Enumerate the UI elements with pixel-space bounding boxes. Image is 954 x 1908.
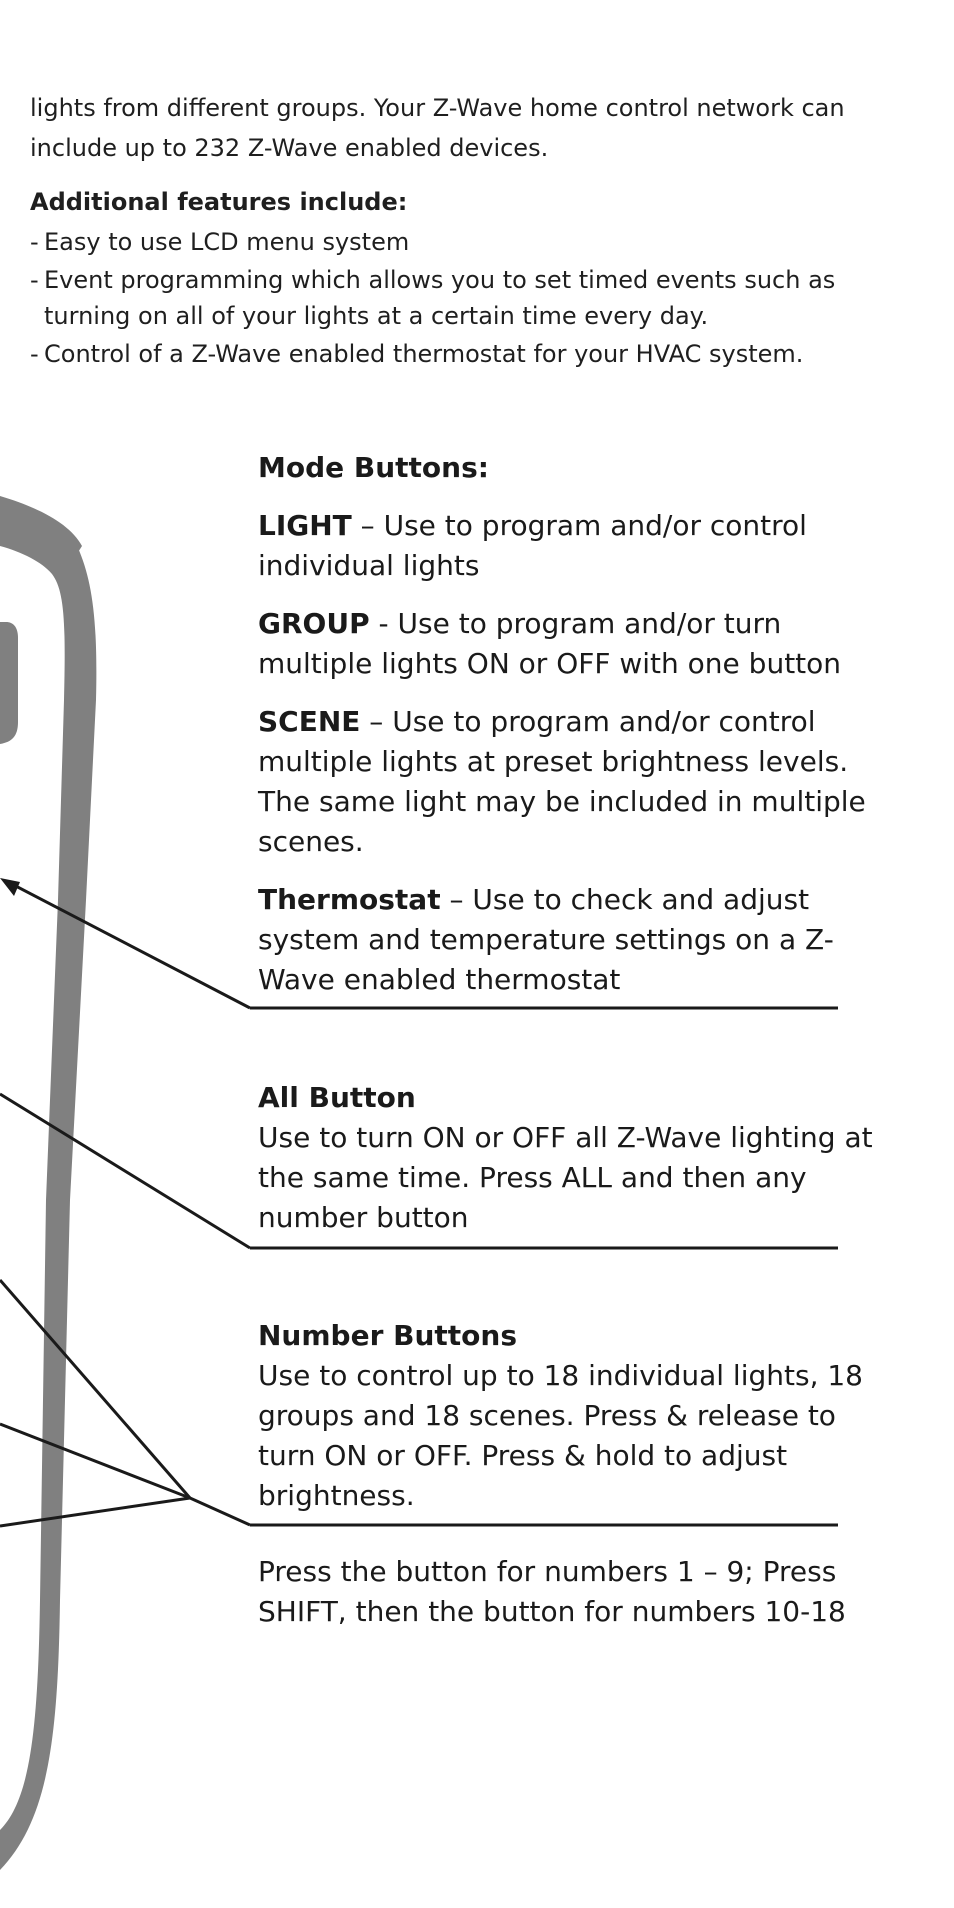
mode-light-entry (258, 506, 878, 586)
mode-leader-line (8, 882, 250, 1008)
remote-screen-fragment (0, 622, 18, 744)
features-list (30, 224, 910, 372)
mode-buttons-block (258, 448, 878, 1000)
mode-thermostat-name: Thermostat (258, 883, 441, 916)
number-buttons-heading (258, 1316, 878, 1356)
number-leader-1 (0, 1280, 190, 1498)
mode-buttons-heading: Mode Buttons: (258, 451, 489, 484)
number-buttons-desc: Use to control up to 18 individual lights, 18 groups and 18 scenes. Press & release to turn ON or OFF. Press & hold to adjust brightness. (258, 1359, 863, 1512)
mode-scene-desc: – Use to program and/or control multiple lights at preset brightness levels. The same light may be included in multiple scenes. (258, 705, 866, 858)
mode-thermostat-entry (258, 880, 878, 1000)
feature-item: - Event programming which allows you to set timed events such as turning on all of your lights at a certain time every day. (30, 262, 910, 334)
mode-scene-name: SCENE (258, 705, 361, 738)
intro-section (30, 88, 910, 372)
number-buttons-heading-text: Number Buttons (258, 1319, 518, 1352)
number-leader-main (190, 1498, 250, 1525)
all-leader-line (0, 1094, 250, 1248)
all-button-heading (258, 1078, 878, 1118)
mode-light-desc: – Use to program and/or control individual lights (258, 509, 807, 582)
number-leader-3 (0, 1498, 190, 1526)
mode-leader-arrowhead (0, 878, 20, 896)
feature-item: - Easy to use LCD menu system (30, 224, 910, 260)
number-buttons-note: Press the button for numbers 1 – 9; Press SHIFT, then the button for numbers 10-18 (258, 1555, 846, 1628)
all-button-heading-text: All Button (258, 1081, 416, 1114)
all-button-block (258, 1078, 878, 1238)
feature-item: - Control of a Z-Wave enabled thermostat for your HVAC system. (30, 336, 910, 372)
mode-light-name: LIGHT (258, 509, 352, 542)
number-note-block (258, 1552, 878, 1632)
number-buttons-block (258, 1316, 878, 1516)
all-button-desc: Use to turn ON or OFF all Z-Wave lighting at the same time. Press ALL and then any number button (258, 1121, 873, 1234)
mode-scene-entry (258, 702, 878, 862)
intro-paragraph: lights from different groups. Your Z-Wave home control network can include up to 232 Z-Wave enabled devices. (30, 94, 845, 162)
mode-group-desc: - Use to program and/or turn multiple lights ON or OFF with one button (258, 607, 842, 680)
features-heading: Additional features include: (30, 188, 408, 216)
mode-group-name: GROUP (258, 607, 370, 640)
number-leader-2 (0, 1424, 190, 1498)
mode-thermostat-desc: – Use to check and adjust system and temperature settings on a Z-Wave enabled thermostat (258, 883, 834, 996)
mode-group-entry (258, 604, 878, 684)
